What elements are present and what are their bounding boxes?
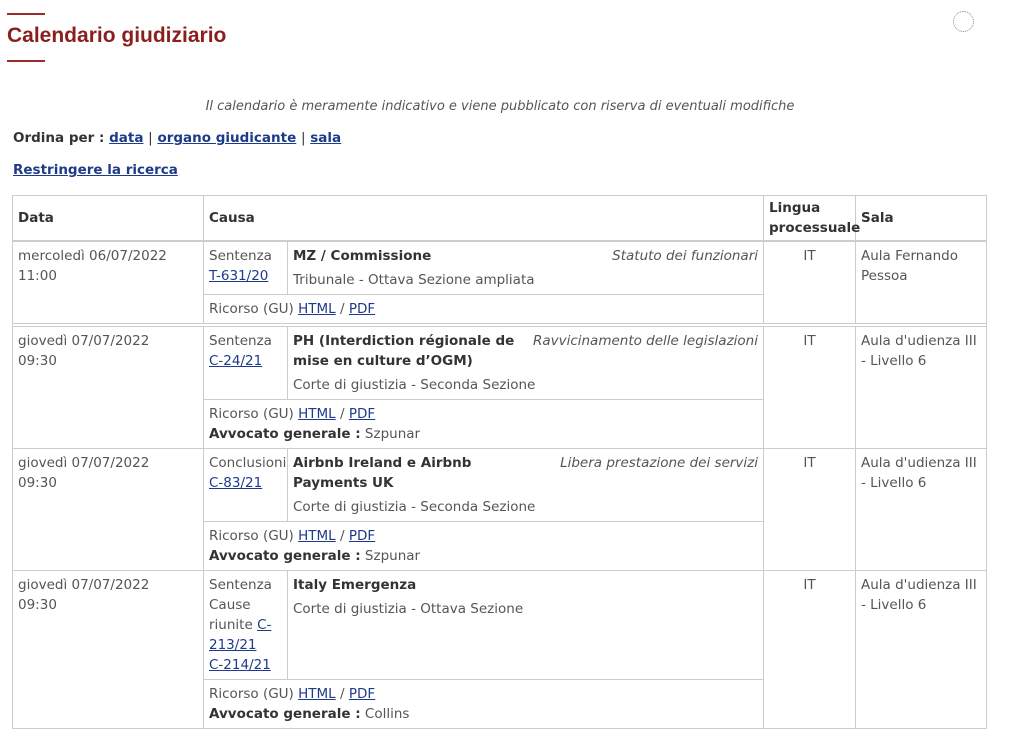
- column-header-cause: Causa: [204, 196, 764, 242]
- hearing-date: giovedì 07/07/2022: [18, 333, 150, 349]
- sort-separator: |: [148, 130, 153, 146]
- language-cell: IT: [764, 327, 856, 449]
- cause-cell: [288, 571, 764, 680]
- hearing-time: 09:30: [18, 597, 57, 613]
- html-link[interactable]: HTML: [298, 686, 336, 702]
- hearing-time: 11:00: [18, 268, 57, 284]
- appeal-label: Ricorso (GU): [209, 686, 294, 702]
- sort-separator: |: [300, 130, 306, 146]
- page-title: Calendario giudiziario: [7, 24, 227, 47]
- cause-cell: [288, 241, 764, 295]
- advocate-general-name: Collins: [364, 706, 410, 722]
- room-cell: Aula d'udienza III - Livello 6: [856, 327, 987, 449]
- sort-by-room-link[interactable]: sala: [310, 130, 342, 146]
- case-number-link[interactable]: C-24/21: [209, 353, 263, 369]
- date-cell: [13, 327, 204, 449]
- title-bottom-rule: [7, 60, 45, 62]
- advocate-general-label: Avvocato generale :: [209, 426, 361, 442]
- language-cell: IT: [764, 571, 856, 729]
- html-link[interactable]: HTML: [298, 406, 336, 422]
- court-section: Corte di giustizia - Seconda Sezione: [293, 499, 536, 515]
- date-cell: [13, 571, 204, 729]
- type-cell: [204, 327, 288, 400]
- pdf-link[interactable]: PDF: [348, 301, 376, 317]
- type-cell: [204, 449, 288, 522]
- court-section: Corte di giustizia - Seconda Sezione: [293, 377, 536, 393]
- case-number-link[interactable]: C-83/21: [209, 475, 263, 491]
- table-row: [13, 449, 987, 522]
- hearing-type: Conclusioni: [209, 455, 287, 471]
- joined-cases-label: Cause riunite: [209, 597, 253, 633]
- hearing-type: Sentenza: [209, 248, 272, 264]
- page-header: [7, 13, 226, 62]
- type-cell: [204, 571, 288, 680]
- loading-spinner-icon: [953, 11, 974, 32]
- table-row: [13, 571, 987, 680]
- hearing-date: mercoledì 06/07/2022: [18, 248, 167, 264]
- link-separator: /: [340, 686, 345, 702]
- language-cell: IT: [764, 449, 856, 571]
- case-parties: PH (Interdiction régionale de mise en culture d’OGM): [293, 333, 515, 369]
- documents-cell: [204, 400, 764, 449]
- calendar-table: [12, 195, 987, 729]
- language-cell: IT: [764, 241, 856, 324]
- case-parties: Airbnb Ireland e Airbnb Payments UK: [293, 455, 472, 491]
- court-section: Tribunale - Ottava Sezione ampliata: [293, 272, 535, 288]
- hearing-type: Sentenza: [209, 577, 272, 593]
- pdf-link[interactable]: PDF: [348, 686, 376, 702]
- case-parties: MZ / Commissione: [293, 248, 432, 264]
- html-link[interactable]: HTML: [298, 301, 336, 317]
- table-header-row: [13, 196, 987, 242]
- cause-cell: [288, 449, 764, 522]
- court-section: Corte di giustizia - Ottava Sezione: [293, 601, 524, 617]
- title-top-rule: [7, 13, 45, 15]
- case-number-link[interactable]: C-213/21: [209, 617, 272, 653]
- room-cell: Aula d'udienza III - Livello 6: [856, 449, 987, 571]
- link-separator: /: [340, 528, 345, 544]
- case-subject: Ravvicinamento delle legislazioni: [532, 333, 758, 349]
- restrict-search-link[interactable]: Restringere la ricerca: [13, 162, 178, 178]
- column-header-date: Data: [13, 196, 204, 242]
- link-separator: /: [340, 301, 345, 317]
- link-separator: /: [340, 406, 345, 422]
- restrict-search: [13, 162, 178, 178]
- table-row: [13, 327, 987, 400]
- sort-label: Ordina per :: [13, 130, 105, 146]
- pdf-link[interactable]: PDF: [348, 528, 376, 544]
- column-header-language: Lingua processuale: [764, 196, 856, 242]
- room-cell: Aula d'udienza III - Livello 6: [856, 571, 987, 729]
- appeal-label: Ricorso (GU): [209, 406, 294, 422]
- advocate-general-name: Szpunar: [364, 426, 421, 442]
- hearing-date: giovedì 07/07/2022: [18, 455, 150, 471]
- advocate-general-label: Avvocato generale :: [209, 548, 361, 564]
- disclaimer-text: Il calendario è meramente indicativo e viene pubblicato con riserva di eventuali modifiche: [205, 99, 795, 114]
- html-link[interactable]: HTML: [298, 528, 336, 544]
- advocate-general-label: Avvocato generale :: [209, 706, 361, 722]
- case-number-link[interactable]: T-631/20: [209, 268, 269, 284]
- documents-cell: [204, 522, 764, 571]
- sort-bar: [13, 130, 341, 146]
- sort-by-date-link[interactable]: data: [109, 130, 144, 146]
- advocate-general-name: Szpunar: [364, 548, 421, 564]
- hearing-date: giovedì 07/07/2022: [18, 577, 150, 593]
- cause-cell: [288, 327, 764, 400]
- case-parties: Italy Emergenza: [293, 577, 417, 593]
- hearing-time: 09:30: [18, 475, 57, 491]
- date-cell: [13, 449, 204, 571]
- case-number-link[interactable]: C-214/21: [209, 657, 271, 673]
- pdf-link[interactable]: PDF: [348, 406, 376, 422]
- hearing-type: Sentenza: [209, 333, 272, 349]
- documents-cell: [204, 295, 764, 324]
- room-cell: Aula Fernando Pessoa: [856, 241, 987, 324]
- sort-by-court-link[interactable]: organo giudicante: [157, 130, 297, 146]
- case-subject: Statuto dei funzionari: [612, 248, 758, 264]
- date-cell: [13, 241, 204, 324]
- column-header-room: Sala: [856, 196, 987, 242]
- hearing-time: 09:30: [18, 353, 57, 369]
- case-subject: Libera prestazione dei servizi: [560, 455, 758, 471]
- documents-cell: [204, 680, 764, 729]
- table-row: [13, 241, 987, 295]
- appeal-label: Ricorso (GU): [209, 301, 294, 317]
- type-cell: [204, 241, 288, 295]
- appeal-label: Ricorso (GU): [209, 528, 294, 544]
